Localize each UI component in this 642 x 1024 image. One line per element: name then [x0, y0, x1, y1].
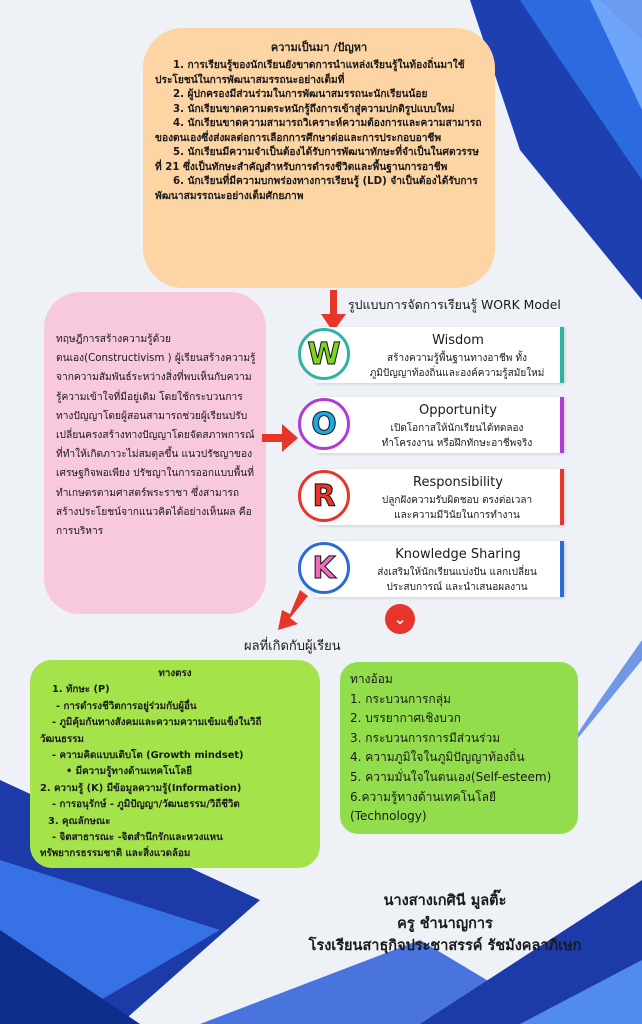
- indirect-item: 3. กระบวนการการมีส่วนร่วม: [350, 730, 501, 745]
- card-name: Opportunity: [418, 403, 497, 418]
- card-wisdom: [298, 327, 564, 383]
- problem-item: 5. นักเรียนมีความจำเป็นต้องได้รับการพัฒนาทักษะที่จำเป็นในศตวรรษที่ 21 ซึ่งเป็นทักษะสำคัญสำหรับการดำรงชีวิตและพื้นฐานการอาชีพ: [155, 147, 479, 173]
- indirect-item: (Technology): [350, 809, 427, 824]
- problem-item: 3. นักเรียนขาดความตระหนักรู้ถึงการเข้าสู่ความปกติรูปแบบใหม่: [173, 103, 455, 115]
- card-desc: ส่งเสริมให้นักเรียนแบ่งปัน แลกเปลี่ยน ประสบการณ์ และนำเสนอผลงาน: [377, 567, 537, 593]
- card-desc: เปิดโอกาสให้นักเรียนได้ทดลอง ทำโครงงาน หรือฝึกทักษะอาชีพจริง: [381, 423, 533, 449]
- card-knowledge-sharing: [298, 541, 564, 597]
- direct-line: 3. คุณลักษณะ: [48, 815, 111, 827]
- arrow-icon: [321, 290, 346, 332]
- problem-item: 2. ผู้ปกครองมีส่วนร่วมในการพัฒนาสมรรถนะนักเรียนน้อย: [173, 89, 428, 100]
- card-name: Wisdom: [432, 333, 484, 348]
- o-letter-icon: O: [311, 406, 337, 442]
- direct-line: ทรัพยากรธรรมชาติ และสิ่งแวดล้อม: [40, 848, 191, 860]
- direct-line: - ความคิดแบบเติบโต (Growth mindset): [52, 750, 244, 762]
- chevron-down-icon: ⌄: [385, 604, 415, 634]
- problem-item: 1. การเรียนรู้ของนักเรียนยังขาดการนำแหล่งเรียนรู้ในท้องถิ่นมาใช้ประโยชน์ในการพัฒนาสมรรถนะอย่างเต็มที่: [155, 60, 465, 86]
- card-responsibility: [298, 469, 564, 525]
- problem-title: ความเป็นมา /ปัญหา: [270, 41, 368, 54]
- direct-line: วัฒนธรรม: [40, 733, 85, 745]
- direct-outcomes-box: [30, 660, 320, 868]
- result-title: ผลที่เกิดกับผู้เรียน: [244, 639, 341, 654]
- card-desc: สร้างความรู้พื้นฐานทางอาชีพ ทั้ง ภูมิปัญญาท้องถิ่นและองค์ความรู้สมัยใหม่: [369, 353, 545, 379]
- indirect-item: 6.ความรู้ทางด้านเทคโนโลยี: [350, 789, 497, 804]
- card-name: Knowledge Sharing: [395, 547, 521, 562]
- card-name: Responsibility: [413, 475, 503, 490]
- direct-line: - การดำรงชีวิตการอยู่ร่วมกับผู้อื่น: [56, 700, 197, 712]
- card-opportunity: [298, 397, 564, 453]
- model-title: รูปแบบการจัดการเรียนรู้ WORK Model: [348, 297, 561, 312]
- indirect-item: 1. กระบวนการกลุ่ม: [350, 691, 451, 706]
- direct-line: 2. ความรู้ (K) มีข้อมูลความรู้(Information): [40, 782, 242, 794]
- direct-line: 1. ทักษะ (P): [52, 684, 110, 696]
- signature-block: [270, 890, 620, 958]
- w-letter-icon: W: [307, 336, 341, 372]
- direct-line: • มีความรู้ทางด้านเทคโนโลยี: [66, 766, 193, 778]
- arrow-icon: [262, 424, 298, 452]
- k-letter-icon: K: [312, 550, 336, 586]
- direct-line: - ภูมิคุ้มกันทางสังคมและความความเข้มแข็งในวิถี: [52, 717, 262, 729]
- school-name: โรงเรียนสาธุกิจประชาสรรค์ รัชมังคลาภิเษก: [308, 938, 582, 954]
- indirect-item: 5. ความมั่นใจในตนเอง(Self-esteem): [350, 769, 552, 784]
- direct-line: - การอนุรักษ์ - ภูมิปัญญา/วัฒนธรรม/วิถีชีวิต: [52, 799, 240, 811]
- problem-item: 6. นักเรียนที่มีความบกพร่องทางการเรียนรู้ (LD) จำเป็นต้องได้รับการพัฒนาสมรรถนะอย่างเต็มศักยภาพ: [155, 176, 478, 202]
- theory-box: ทฤษฎีการสร้างความรู้ด้วยตนเอง(Constructivism ) ผู้เรียนสร้างความรู้จากความสัมพันธ์ระหว่างสิ่งที่พบเห็นกับความรู้ความเข้าใจที่มีอยู่เดิม โดยใช้กระบวนการทางปัญญาโดยผู้สอนสามารถช่วยผู้เรียนปรับเปลี่ยนครงสร้างทางปัญญาโดยจัดสภาพการณ์ที่ทำให้เกิดภาวะไม่สมดุลขึ้น แนวปรัชญาของเศรษฐกิจพอเพียง ปรัชญาในการออกแบบพื้นที่ทำเกษตรตามศาสตร์พระราชา ซึ่งสามารถสร้างประโยชน์จากแนวคิดได้อย่างเห็นผล คือการบริหาร: [44, 292, 266, 614]
- card-desc: ปลูกฝังความรับผิดชอบ ตรงต่อเวลา และความมีวินัยในการทำงาน: [381, 495, 533, 521]
- r-letter-icon: R: [312, 478, 336, 514]
- indirect-outcomes-box: [340, 662, 578, 834]
- indirect-item: 4. ความภูมิใจในภูมิปัญญาท้องถิ่น: [350, 750, 525, 765]
- indirect-item: 2. บรรยากาศเชิงบวก: [350, 711, 461, 726]
- direct-title: ทางตรง: [158, 668, 192, 679]
- author-position: ครู ชำนาญการ: [397, 915, 493, 932]
- author-name: นางสางเกศินี มูลติ๊ะ: [383, 893, 507, 909]
- indirect-title: ทางอ้อม: [350, 672, 393, 686]
- direct-line: - จิตสาธารณะ -จิตสำนึกรักและหวงแหน: [52, 832, 223, 844]
- problem-item: 4. นักเรียนขาดความสามารถวิเคราะห์ความต้องการและความสามารถของตนเองซึ่งส่งผลต่อการเลือกการศึกษาต่อและการประกอบอาชีพ: [155, 118, 482, 144]
